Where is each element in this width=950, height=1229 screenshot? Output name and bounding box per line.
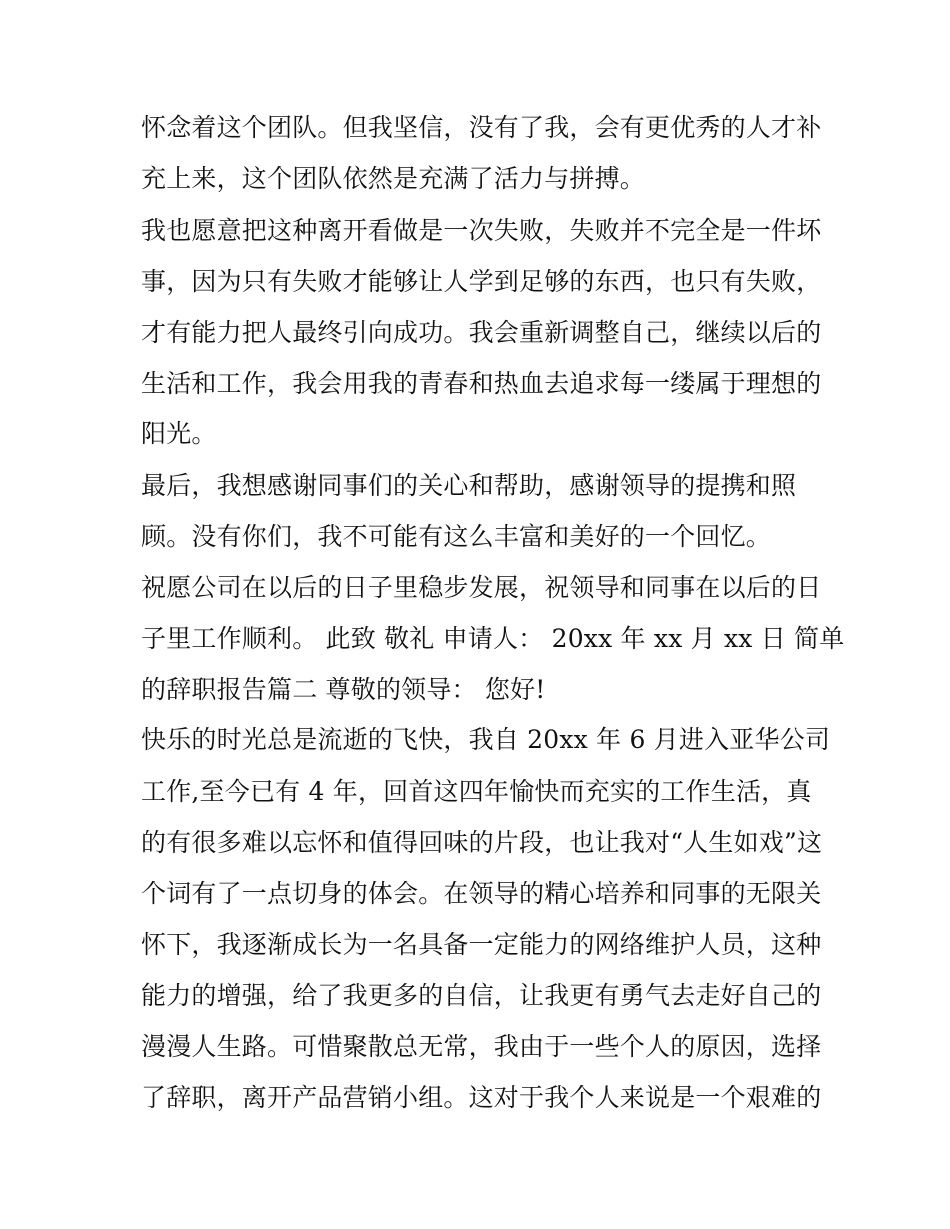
text-line: 的辞职报告篇二 尊敬的领导： 您好! — [141, 675, 546, 704]
text-line: 生活和工作，我会用我的青春和热血去追求每一缕属于理想的 — [141, 369, 822, 398]
text-line: 怀念着这个团队。但我坚信，没有了我，会有更优秀的人才补 — [141, 113, 822, 142]
text-line: 祝愿公司在以后的日子里稳步发展，祝领导和同事在以后的日 — [141, 573, 822, 602]
text-line: 的有很多难以忘怀和值得回味的片段，也让我对“人生如戏”这 — [141, 828, 823, 857]
text-line: 最后，我想感谢同事们的关心和帮助，感谢领导的提携和照 — [141, 471, 797, 500]
text-line: 我也愿意把这种离开看做是一次失败，失败并不完全是一件坏 — [141, 216, 822, 245]
text-line: 个词有了一点切身的体会。在领导的精心培养和同事的无限关 — [141, 879, 822, 908]
text-line: 阳光。 — [141, 419, 217, 448]
text-line: 了辞职，离开产品营销小组。这对于我个人来说是一个艰难的 — [141, 1083, 822, 1112]
text-line: 顾。没有你们，我不可能有这么丰富和美好的一个回忆。 — [141, 522, 772, 551]
text-line: 才有能力把人最终引向成功。我会重新调整自己，继续以后的 — [141, 318, 822, 347]
text-line: 工作,至今已有 4 年，回首这四年愉快而充实的工作生活，真 — [141, 777, 812, 806]
text-line: 怀下，我逐渐成长为一名具备一定能力的网络维护人员，这种 — [141, 930, 822, 959]
text-line: 能力的增强，给了我更多的自信，让我更有勇气去走好自己的 — [141, 981, 822, 1010]
text-line: 充上来，这个团队依然是充满了活力与拼搏。 — [141, 164, 646, 193]
text-line: 漫漫人生路。可惜聚散总无常，我由于一些个人的原因，选择 — [141, 1032, 822, 1061]
text-line: 子里工作顺利。 此致 敬礼 申请人： 20xx 年 xx 月 xx 日 简单 — [141, 624, 845, 653]
text-line: 快乐的时光总是流逝的飞快，我自 20xx 年 6 月进入亚华公司 — [141, 725, 831, 754]
text-line: 事，因为只有失败才能够让人学到足够的东西，也只有失败， — [141, 267, 822, 296]
